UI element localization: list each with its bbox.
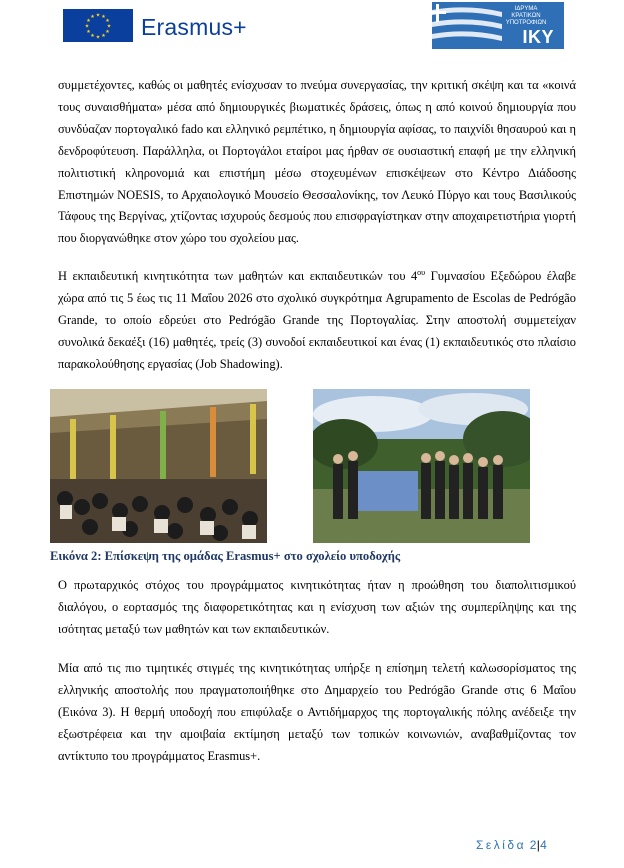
- svg-text:★: ★: [106, 23, 112, 30]
- svg-text:★: ★: [101, 33, 106, 39]
- page-footer: [476, 838, 547, 852]
- page-header: [0, 0, 624, 60]
- svg-text:★: ★: [84, 23, 90, 30]
- photo-group-outdoors: [313, 389, 530, 543]
- paragraph-mobility: Η εκπαιδευτική κινητικότητα των μαθητών και εκπαιδευτικών του $4^{o\upsilon}$ Γυμνασίου Εξεδώρου έλαβε χώρα από τις 5 έως τις 11 Μαΐου 2026 στο σχολικό συγκρότημα Agrupamento de Escolas de Pedrógão Grande, το οποίο εδρεύει στο Pedrógão Grande της Πορτογαλίας. Στην αποστολή συμμετείχαν συνολικά δεκαέξι (16) μαθητές, τρείς (3) συνοδοί εκπαιδευτικοί και ένας (1) εκπαιδευτικός στο πλαίσιο παρακολούθησης εργασίας (Job Shadowing).: [58, 267, 577, 371]
- iky-logo: [432, 2, 564, 49]
- iky-full-name: ΙΔΡΥΜΑ ΚΡΑΤΙΚΩΝ ΥΠΟΤΡΟΦΙΩΝ: [505, 6, 547, 26]
- iky-acronym: IKY: [522, 27, 554, 47]
- svg-text:★: ★: [105, 29, 110, 35]
- figure-caption: Εικόνα 2: Επίσκεψη της ομάδας Erasmus+ στο σχολείο υποδοχής: [50, 549, 401, 563]
- svg-text:★: ★: [86, 29, 91, 35]
- page-separator: |: [536, 838, 541, 852]
- page-word: Σελίδα: [476, 838, 527, 852]
- svg-text:★: ★: [86, 18, 91, 24]
- svg-text:★: ★: [95, 12, 101, 19]
- total-pages: 4: [540, 838, 548, 852]
- photo-school-courtyard: [50, 389, 267, 543]
- svg-text:★: ★: [105, 18, 110, 24]
- svg-text:★: ★: [90, 14, 95, 20]
- svg-text:★: ★: [95, 34, 101, 41]
- eu-flag-icon: [63, 9, 133, 42]
- paragraph-objective: Ο πρωταρχικός στόχος του προγράμματος κινητικότητας ήταν η προώθηση του διαπολιτισμικού διαλόγου, ο εορτασμός της διαφορετικότητας και η ενίσχυση των αξιών της συμπερίληψης και της ισότητας μεταξύ των μαθητών και των εκπαιδευτικών.: [58, 578, 576, 636]
- svg-text:★: ★: [90, 33, 95, 39]
- greek-flag-icon: [432, 2, 502, 49]
- erasmus-logo-text: Erasmus+: [141, 14, 247, 40]
- paragraph-welcome-ceremony: Μία από τις πιο τιμητικές στιγμές της κινητικότητας υπήρξε η επίσημη τελετή καλωσορίσματος της ελληνικής αποστολής που πραγματοποιήθηκε στο Δημαρχείο του Pedrógão Grande στις 6 Μαΐου (Εικόνα 3). Η θερμή υποδοχή που επιφύλαξε ο Αντιδήμαρχος της πορτογαλικής πόλης ανέδειξε την εξωστρέφεια και την αμοιβαία εκτίμηση μεταξύ των τοπικών κοινωνιών, αναβαθμίζοντας τον αντίκτυπο του προγράμματος Erasmus+.: [58, 661, 576, 763]
- page-number: 2: [529, 838, 537, 852]
- paragraph-activities: συμμετέχοντες, καθώς οι μαθητές ενίσχυσαν το πνεύμα συνεργασίας, την κριτική σκέψη και τα «κοινά τους συναισθήματα» μέσα από δημιουργικές βιωματικές δράσεις, όπως η από κοινού δημιουργία που συνδύαζαν πορτογαλικό fado και ελληνικό ρεμπέτικο, η δημιουργία αφίσας, το παιχνίδι θησαυρού και η δενδροφύτευση. Παράλληλα, οι Πορτογάλοι εταίροι μας ήρθαν σε ουσιαστική επαφή με την ελληνική πολιτιστική κληρονομιά και επιστήμη μέσω στοχευμένων επισκέψεων στο Κέντρο Διάδοσης Επιστημών NOESIS, το Αρχαιολογικό Μουσείο Θεσσαλονίκης, τον Λευκό Πύργο και τους Βασιλικούς Τάφους της Βεργίνας, χτίζοντας ισχυρούς δεσμούς που επισφραγίστηκαν στην αποχαιρετιστήρια γιορτή που διοργανώθηκε στον χώρο του σχολείου μας.: [58, 78, 576, 246]
- svg-text:★: ★: [101, 14, 106, 20]
